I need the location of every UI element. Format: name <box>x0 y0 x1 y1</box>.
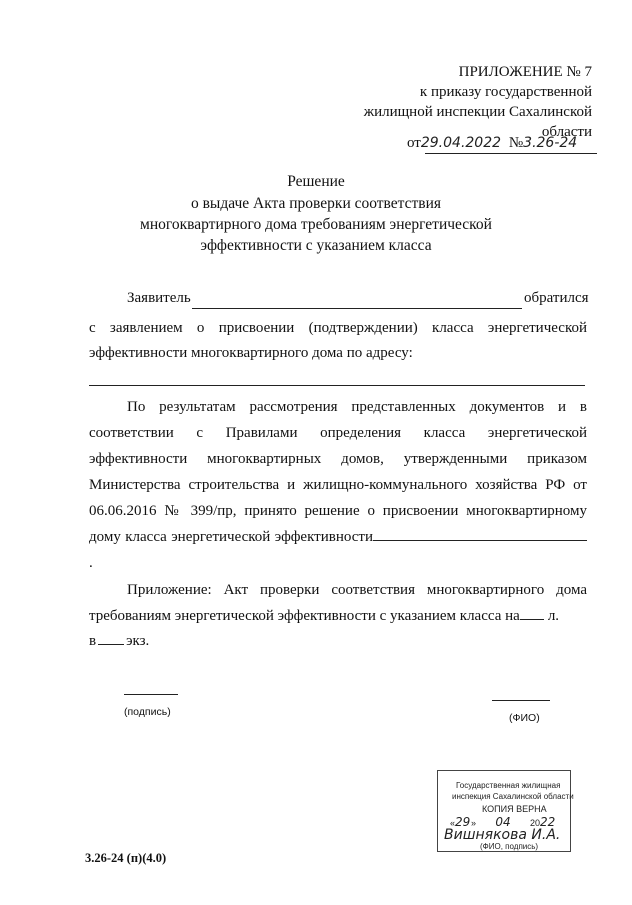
results-line6 <box>89 525 587 576</box>
stamp-month-handwritten: 04 <box>495 815 511 829</box>
applicant-suffix: обратился <box>524 290 589 306</box>
appendix-number: ПРИЛОЖЕНИЕ № 7 <box>458 64 592 80</box>
document-title <box>0 171 632 256</box>
applicant-line3: эффективности многоквартирного дома по адресу: <box>89 345 413 361</box>
stamp-year-handwritten: 22 <box>540 815 556 829</box>
address-blank <box>89 385 585 386</box>
stamp-year-prefix: 20 <box>530 818 541 828</box>
order-ref-line3: области <box>541 124 592 140</box>
stamp-day-handwritten: 29 <box>455 815 471 829</box>
stamp-line3: КОПИЯ ВЕРНА <box>482 804 547 814</box>
stamp-signer-handwritten: Вишнякова И.А. <box>444 827 561 843</box>
results-line1 <box>89 395 587 421</box>
results-line5: 06.06.2016 № 399/пр, принято решение о присвоении многоквартирному <box>89 503 587 519</box>
order-ref-line1: к приказу государственной <box>419 84 592 100</box>
order-date-line <box>407 135 595 155</box>
stamp-caption: (ФИО, подпись) <box>480 842 539 851</box>
title-line2: о выдаче Акта проверки соответствия <box>190 195 442 212</box>
certified-copy-stamp <box>437 770 574 852</box>
applicant-line2: с заявлением о присвоении (подтверждении) класса энергетической <box>89 320 587 336</box>
number-prefix: № <box>508 135 524 151</box>
order-date-handwritten: 29.04.2022 <box>420 135 502 151</box>
attachment-line3-end: экз. <box>126 633 150 649</box>
attachment-line2-text: требованиям энергетической эффективности с указанием класса на <box>89 608 520 624</box>
stamp-line2: инспекция Сахалинской области <box>452 792 574 801</box>
applicant-blank <box>192 308 522 309</box>
attachment-line2 <box>89 604 587 630</box>
order-ref-line2: жилищной инспекции Сахалинской <box>363 104 592 120</box>
signature-caption-left: (подпись) <box>124 706 171 718</box>
title-line1: Решение <box>287 173 345 190</box>
form-code: 3.26-24 (п)(4.0) <box>85 851 167 865</box>
attachment-line3-start: в <box>89 633 97 649</box>
appendix-header <box>364 62 592 142</box>
attachment-line2-end: л. <box>547 608 560 624</box>
copies-blank <box>98 630 124 645</box>
results-line3: эффективности многоквартирных домов, утвержденными приказом <box>89 451 587 467</box>
signature-line-right <box>492 700 550 701</box>
pages-blank <box>520 605 544 620</box>
order-date-underline <box>425 153 597 154</box>
attachment-line3 <box>89 629 587 655</box>
applicant-label: Заявитель <box>127 290 191 306</box>
attachment-line1-text: Приложение: Акт проверки соответствия многоквартирного дома <box>127 582 587 598</box>
order-number-handwritten: 3.26-24 <box>523 135 578 151</box>
attachment-line1 <box>89 578 587 604</box>
results-line2: соответствии с Правилами определения класса энергетической <box>89 425 587 441</box>
class-blank <box>373 526 587 541</box>
stamp-line1: Государственная жилищная <box>456 781 561 790</box>
results-line6-end: . <box>89 554 93 571</box>
stamp-date-open: « <box>450 818 456 828</box>
signature-line-left <box>124 694 178 695</box>
results-line1-text: По результатам рассмотрения представленных документов и в <box>127 399 587 415</box>
results-line4: Министерства строительства и жилищно-коммунального хозяйства РФ от <box>89 477 587 493</box>
date-prefix: от <box>407 135 421 151</box>
stamp-date-mid: » <box>471 818 477 828</box>
results-line6-text: дому класса энергетической эффективности <box>89 529 373 545</box>
title-line4: эффективности с указанием класса <box>200 237 432 254</box>
signature-caption-right: (ФИО) <box>509 712 540 724</box>
title-line3: многоквартирного дома требованиям энергетической <box>140 216 492 233</box>
